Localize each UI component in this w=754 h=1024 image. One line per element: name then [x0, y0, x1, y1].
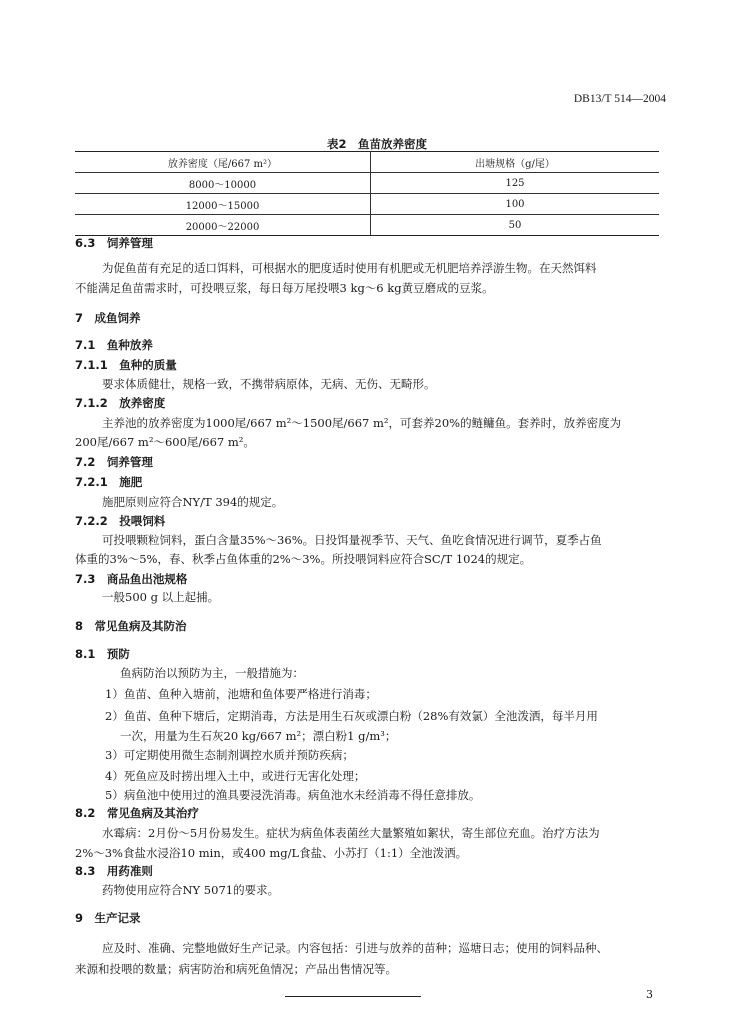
section-heading-7-2-2 — [75, 513, 165, 529]
paragraph: 要求体质健壮，规格一致，不携带病原体，无病、无伤、无畸形。 — [102, 377, 436, 391]
list-item: 2）鱼苗、鱼种下塘后，定期消毒，方法是用生石灰或漂白粉（28%有效氯）全池泼洒，每半月用 — [105, 709, 598, 723]
paragraph: 水霉病：2月份～5月份易发生。症状为病鱼体表菌丝大量繁殖如絮状，寄生部位充血。治疗方法为 — [102, 826, 600, 840]
section-heading-7-2 — [75, 454, 153, 470]
section-heading-9 — [75, 910, 141, 926]
section-number: 7.3 — [75, 572, 96, 586]
paragraph: 200尾/667 m²～600尾/667 m²。 — [75, 435, 255, 449]
paragraph: 可投喂颗粒饲料，蛋白含量35%～36%。日投饵量视季节、天气、鱼吃食情况进行调节，夏季占鱼 — [102, 533, 602, 547]
paragraph: 不能满足鱼苗需求时，可投喂豆浆，每日每万尾投喂3 kg～6 kg黄豆磨成的豆浆。 — [75, 281, 494, 295]
column-header: 出塘规格（g/尾） — [371, 152, 660, 173]
section-title: 常见鱼病及其治疗 — [106, 806, 199, 820]
table-cell: 12000～15000 — [75, 194, 371, 215]
standard-number: DB13/T 514—2004 — [573, 93, 666, 105]
section-title: 饲养管理 — [106, 236, 153, 250]
section-title: 用药准则 — [106, 864, 153, 878]
footer-rule — [285, 996, 421, 997]
section-number: 8 — [75, 619, 84, 633]
list-item: 一次，用量为生石灰20 kg/667 m²；漂白粉1 g/m³； — [120, 729, 397, 743]
paragraph: 一般500 g 以上起捕。 — [102, 590, 220, 604]
section-title: 饲养管理 — [106, 455, 153, 469]
table-caption: 表2 鱼苗放养密度 — [326, 137, 427, 151]
section-number: 9 — [75, 911, 84, 925]
table-header-row — [75, 152, 659, 173]
paragraph: 主养池的放养密度为1000尾/667 m²～1500尾/667 m²，可套养20%的鲢鳙鱼。套养时，放养密度为 — [102, 416, 622, 430]
table-cell: 20000～22000 — [75, 215, 371, 236]
section-title: 商品鱼出池规格 — [106, 572, 188, 586]
section-heading-7-2-1 — [75, 474, 142, 490]
table-cell: 8000～10000 — [75, 173, 371, 194]
section-number: 8.1 — [75, 647, 96, 661]
table-cell: 50 — [371, 215, 660, 236]
section-title: 施肥 — [119, 475, 143, 489]
table-cell: 125 — [371, 173, 660, 194]
section-number: 7.2.1 — [75, 475, 108, 489]
section-heading-7-1-1 — [75, 357, 177, 373]
table-row — [75, 215, 659, 236]
section-heading-8-1 — [75, 646, 130, 662]
paragraph: 施肥原则应符合NY/T 394的规定。 — [102, 495, 284, 509]
section-number: 7.2.2 — [75, 514, 108, 528]
paragraph: 为促鱼苗有充足的适口饵料，可根据水的肥度适时使用有机肥或无机肥培养浮游生物。在天然饵料 — [102, 261, 597, 275]
column-header: 放养密度（尾/667 m²） — [75, 152, 371, 173]
section-number: 7 — [75, 311, 84, 325]
table-row — [75, 194, 659, 215]
section-heading-8-2 — [75, 805, 199, 821]
section-number: 7.2 — [75, 455, 96, 469]
section-number: 6.3 — [75, 236, 96, 250]
section-heading-7-1-2 — [75, 395, 165, 411]
list-item: 3）可定期使用微生态制剂调控水质并预防疾病； — [105, 748, 354, 762]
paragraph: 鱼病防治以预防为主，一般措施为： — [120, 666, 304, 680]
paragraph: 药物使用应符合NY 5071的要求。 — [102, 883, 280, 897]
stocking-density-table — [75, 151, 659, 236]
section-title: 鱼种的质量 — [119, 358, 177, 372]
page-number: 3 — [646, 988, 653, 1001]
section-number: 8.3 — [75, 864, 96, 878]
section-title: 生产记录 — [94, 911, 141, 925]
section-title: 成鱼饲养 — [94, 311, 141, 325]
section-heading-7 — [75, 310, 141, 326]
section-heading-6-3 — [75, 235, 153, 251]
table-cell: 100 — [371, 194, 660, 215]
section-heading-7-3 — [75, 571, 187, 587]
section-number: 7.1.1 — [75, 358, 108, 372]
section-number: 7.1.2 — [75, 396, 108, 410]
section-number: 8.2 — [75, 806, 96, 820]
section-heading-8-3 — [75, 863, 153, 879]
section-heading-7-1 — [75, 337, 153, 353]
section-title: 投喂饲料 — [119, 514, 166, 528]
section-number: 7.1 — [75, 338, 96, 352]
list-item: 4）死鱼应及时捞出埋入土中，或进行无害化处理； — [105, 769, 366, 783]
section-title: 放养密度 — [119, 396, 166, 410]
list-item: 1）鱼苗、鱼种入塘前，池塘和鱼体要严格进行消毒； — [105, 687, 377, 701]
section-title: 预防 — [106, 647, 130, 661]
section-title: 鱼种放养 — [106, 338, 153, 352]
paragraph: 应及时、准确、完整地做好生产记录。内容包括：引进与放养的苗种；巡塘日志；使用的饲料品种、 — [102, 941, 608, 955]
paragraph: 来源和投喂的数量；病害防治和病死鱼情况；产品出售情况等。 — [75, 962, 397, 976]
paragraph: 体重的3%～5%，春、秋季占鱼体重的2%～3%。所投喂饲料应符合SC/T 1024的规定。 — [75, 552, 532, 566]
section-heading-8 — [75, 618, 187, 634]
section-title: 常见鱼病及其防治 — [94, 619, 187, 633]
paragraph: 2%～3%食盐水浸浴10 min，或400 mg/L食盐、小苏打（1:1）全池泼洒。 — [75, 846, 468, 860]
list-item: 5）病鱼池中使用过的渔具要浸洗消毒。病鱼池水未经消毒不得任意排放。 — [105, 788, 481, 802]
table-row — [75, 173, 659, 194]
